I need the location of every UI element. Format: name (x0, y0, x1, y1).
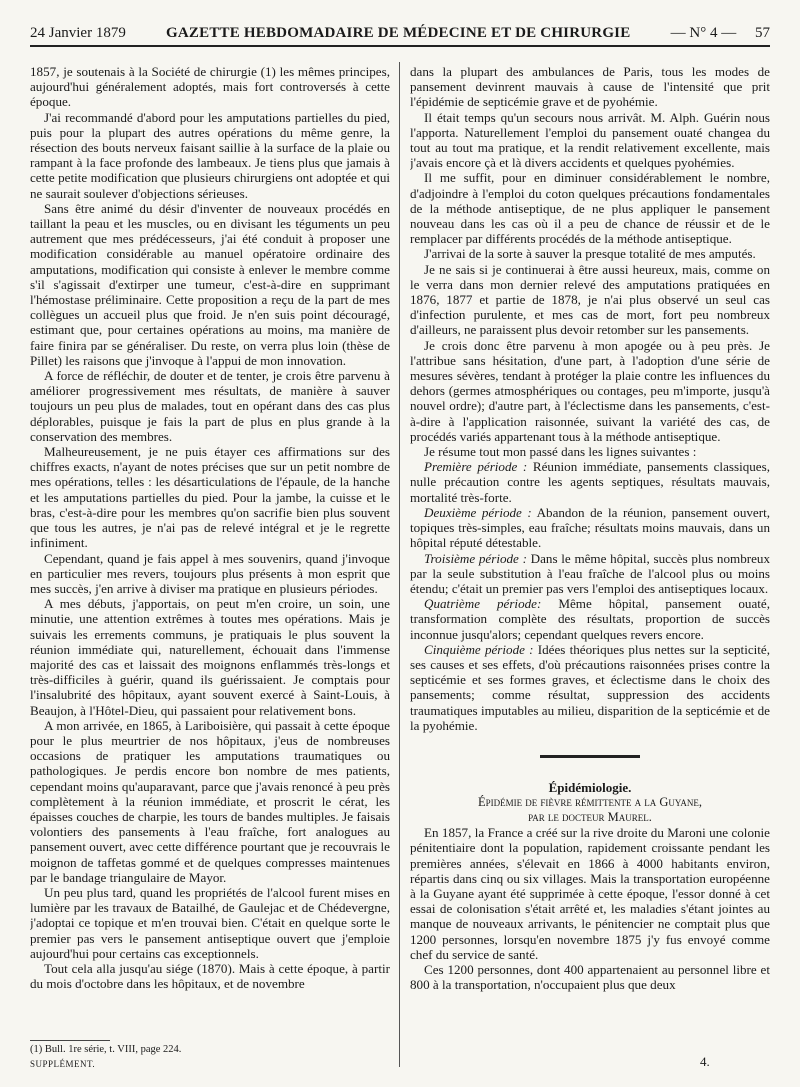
issue-number: — N° 4 — (670, 25, 737, 41)
paragraph (410, 246, 770, 261)
paragraph (30, 718, 390, 885)
paragraph-text: Il me suffit, pour en diminuer considérablement le nombre, d'adjoindre à l'emploi du coton quelques précautions fondamentales de la méthode antiseptique, de ne plus appliquer le pansement nouveau dans les cas où il a peu de chance de réussir et de le remplacer par différents procédés de la méthode antiseptique. (410, 170, 770, 247)
article-author: par le docteur Maurel. (528, 810, 652, 825)
paragraph-text: Un peu plus tard, quand les propriétés de l'alcool furent mises en lumière par les travaux de Batailhé, de Gaulejac et de Chédevergne, j'adoptai ce topique et m'en trouvai bien. C'était en quelque sorte le premier pas vers le pansement antiseptique ouvert que j'emploie aujourd'hui pour certains cas exceptionnels. (30, 884, 390, 961)
header-issue-number (671, 25, 770, 42)
column-divider (399, 62, 400, 1067)
period-label: Quatrième période: (424, 596, 542, 612)
footnote-text: (1) Bull. 1re série, t. VIII, page 224. (30, 1044, 182, 1055)
paragraph-text: Je résume tout mon passé dans les lignes suivantes : (424, 444, 697, 460)
footnote-rule (30, 1040, 110, 1041)
paragraph-text: Idées théoriques plus nettes sur la septicité, ses causes et ses effets, d'où précautions raisonnées prises contre la septicémie et ses formes graves, et éclectisme dans le choix des pansements; comme résultat, suppression des accidents traumatiques imputables au milieu, disparition de la septicémie et de la pyohémie. (410, 641, 770, 733)
paragraph (30, 110, 390, 201)
paragraph (410, 262, 770, 338)
paragraph-text: Abandon de la réunion, pansement ouvert, topiques très-simples, eau fraîche; résultats moins mauvais, dans un hôpital réputé détestable. (410, 504, 770, 551)
paragraph-text: A force de réfléchir, de douter et de tenter, je crois être parvenu à améliorer progressivement mes résultats, de manière à sauver toujours un peu plus de malades, tout en opérant dans des cas plus déplorables, puisque je fais la part de plus en plus grande à la conservation des membres. (30, 368, 390, 444)
supplement-label: SUPPLÉMENT. (30, 1059, 96, 1069)
paragraph (30, 368, 390, 444)
header-journal-title: GAZETTE HEBDOMADAIRE DE MÉDECINE ET DE CHIRURGIE (166, 25, 631, 41)
paragraph (30, 201, 390, 368)
paragraph-text: Ces 1200 personnes, dont 400 appartenaient au personnel libre et 800 à la transportation, n'occupaient plus que deux (410, 961, 770, 993)
footnote (30, 1040, 390, 1071)
signature-mark: 4. (700, 1054, 710, 1069)
paragraph-text: Cependant, quand je fais appel à mes souvenirs, quand j'invoque en particulier mes revers, toujours plus présents à mon esprit que mes succès, j'en arrive à diviser ma pratique en plusieurs périodes. (30, 550, 390, 596)
paragraph-text: Dans le même hôpital, succès plus nombreux par la seule substitution à l'eau fraîche de l'alcool plus ou moins étendu; c'était un premier pas vers l'emploi des antiseptiques locaux. (410, 550, 770, 596)
paragraph (30, 64, 390, 110)
paragraph (410, 596, 770, 642)
paragraph-text: A mes débuts, j'apportais, on peut m'en croire, un soin, une minutie, une attention extrêmes à toutes mes opérations. Mais je suivais les errements communs, je pratiquais le plus souvent la réunion immédiate qui, naturellement, échouait dans l'immense majorité des cas et laissait des moignons enflammés très-longs et très-difficiles à guérir, quand ils guérissaient. Je comptais pour l'insalubrité des hôpitaux, ayant souvent exercé à Saint-Louis, à Beaujon, à l'Hôtel-Dieu, qui passaient pour relativement bons. (30, 596, 390, 718)
paragraph (410, 64, 770, 110)
paragraph-text: Je ne sais si je continuerai à être aussi heureux, mais, comme on le verra dans mon dernier relevé des amputations pratiquées en 1876, 1877 et partie de 1878, je n'ai plus observé un seul cas d'infection purulente, et mes cas de mort, fort peu nombreux d'ailleurs, ne paraissent plus devoir retomber sur les pansements. (410, 261, 770, 338)
paragraph-text: Réunion immédiate, pansements classiques, nulle précaution contre les agents septiques, résultats mauvais, mortalité très-forte. (410, 459, 770, 505)
period-label: Deuxième période : (424, 504, 532, 520)
paragraph (30, 444, 390, 550)
paragraph (30, 961, 390, 991)
paragraph-text: Même hôpital, pansement ouaté, transformation complète des résultats, proportion de succès inconnue jusqu'alors; cependant quelques revers encore. (410, 596, 770, 642)
paragraph (410, 825, 770, 962)
paragraph-text: Sans être animé du désir d'inventer de nouveaux procédés en taillant la peau et les muscles, ou en divisant les téguments un peu autrement que mes prédécesseurs, j'ai été conduit à proposer une modification considérable au manuel opératoire ordinaire des amputations, modification qui consiste à enlever le membre comme s'il s'agissait d'extirper une tumeur, c'est-à-dire en supprimant l'hémostase préliminaire. Cette proposition a reçu de la part de mes collègues un accueil plus que froid. Je n'en suis point découragé, estimant que, pour certaines opérations au moins, ma manière de faire finira par se généraliser. Du reste, on verra plus loin (thèse de Pillet) les raisons que j'invoque à l'appui de mon innovation. (30, 200, 390, 368)
section-title: Épidémiologie. (548, 779, 632, 795)
section-separator (540, 755, 640, 758)
paragraph (410, 459, 770, 505)
paragraph (410, 642, 770, 733)
paragraph-text: dans la plupart des ambulances de Paris, tous les modes de pansement devinrent mauvais à cause de l'intensité que prit l'épidémie de septicémie grave et de pyohémie. (410, 64, 770, 110)
running-header (30, 14, 770, 47)
paragraph (410, 444, 770, 459)
paragraph-text: J'ai recommandé d'abord pour les amputations partielles du pied, puis pour la plupart des autres opérations du même genre, la résection des bouts nerveux faisant saillie à la surface de la plaie ou rampant à la face profonde des lambeaux. Je tiens plus que jamais à cette petite modification que plusieurs chirurgiens ont adoptée et qui ne saurait soulever d'objections sérieuses. (30, 109, 390, 201)
paragraph-text: Malheureusement, je ne puis étayer ces affirmations sur des chiffres exacts, n'ayant de notes précises que sur un petit nombre de mes opérations, telles : les désarticulations de l'épaule, de la hanche et les amputations partielles du pied. Pour la jambe, la cuisse et le bras, c'est-à-dire pour les membres qu'on sacrifie bien plus souvent que tous les autres, je n'ai pas de relevé intégral et je le regrette infiniment. (30, 444, 390, 551)
paragraph (410, 170, 770, 246)
period-label: Troisième période : (424, 550, 527, 566)
paragraph-text: Je crois donc être parvenu à mon apogée ou à peu près. Je l'attribue sans hésitation, d'une part, à l'adoption d'une série de mesures sévères, tendant à protéger la plaie contre les influences du dehors (germes atmosphériques ou contages, peu m'importe, jusqu'à nouvel ordre); d'autre part, à l'éclectisme dans les pansements, c'est-à-dire à l'application raisonnée, suivant la variété des cas, de procédés variés appartenant tous à la méthode antiseptique. (410, 337, 770, 444)
paragraph (410, 110, 770, 171)
paragraph-text: En 1857, la France a créé sur la rive droite du Maroni une colonie pénitentiaire dont la population, rapidement croissante pendant les premières années, s'élevait en 1866 à 4000 habitants environ, répartis dans cinq ou six villages. Mais la transportation européenne à la Guyane ayant été supprimée à cette époque, l'essor donné à cet essai de colonisation s'était arrêté et, les maladies s'étant jointes au manque de nouveaux arrivants, le pénitencier ne comptait plus que 1200 personnes, lorsqu'en novembre 1875 j'y fus envoyé comme chef du service de santé. (410, 825, 770, 962)
paragraph (410, 962, 770, 992)
period-label: Première période : (424, 459, 528, 475)
left-column (30, 64, 390, 1064)
paragraph-text: A mon arrivée, en 1865, à Lariboisière, qui passait à cette époque pour le plus meurtrier de nos hôpitaux, j'eus de nombreuses occasions de pratiquer les amputations traumatiques ou pathologiques. Je perdis encore bon nombre de mes patients, cependant moins qu'auparavant, parce que j'avais renoncé à peu près complètement à la réunion immédiate, et proscrit le cérat, les épaisses couches de charpie, les tours de bandes multiples. Je faisais volontiers des pansements à l'eau fraîche, fort analogues au pansement ouvert, avec cette différence pourtant que je recouvrais le moignon de taffetas gommé et de quelques compresses maintenues par le bandage triangulaire de Mayor. (30, 717, 390, 885)
page-number: 57 (754, 25, 770, 41)
paragraph-text: Il était temps qu'un secours nous arrivât. M. Alph. Guérin nous l'apporta. Naturellement l'emploi du pansement ouaté changea du tout au tout ma pratique, et la rendit relativement excellente, mais j'avais encore çà et là divers accidents et quelques pyohémies. (410, 109, 770, 171)
paragraph (410, 338, 770, 444)
paragraph-text: 1857, je soutenais à la Société de chirurgie (1) les mêmes principes, aujourd'hui généralement adoptés, mais fort controversés à cette époque. (30, 64, 390, 110)
paragraph (410, 551, 770, 597)
paragraph-text: J'arrivai de la sorte à sauver la presque totalité de mes amputés. (424, 246, 756, 262)
paragraph-text: Tout cela alla jusqu'au siége (1870). Mais à cette époque, à partir du mois d'octobre dans les hôpitaux, et de novembre (30, 960, 390, 992)
header-date: 24 Janvier 1879 (30, 25, 126, 41)
paragraph (30, 551, 390, 597)
right-column (410, 64, 770, 1064)
period-label: Cinquième période : (424, 641, 534, 657)
paragraph (30, 885, 390, 961)
paragraph (410, 505, 770, 551)
paragraph (30, 596, 390, 718)
article-title: Épidémie de fièvre rémittente a la Guyane, (477, 795, 702, 810)
